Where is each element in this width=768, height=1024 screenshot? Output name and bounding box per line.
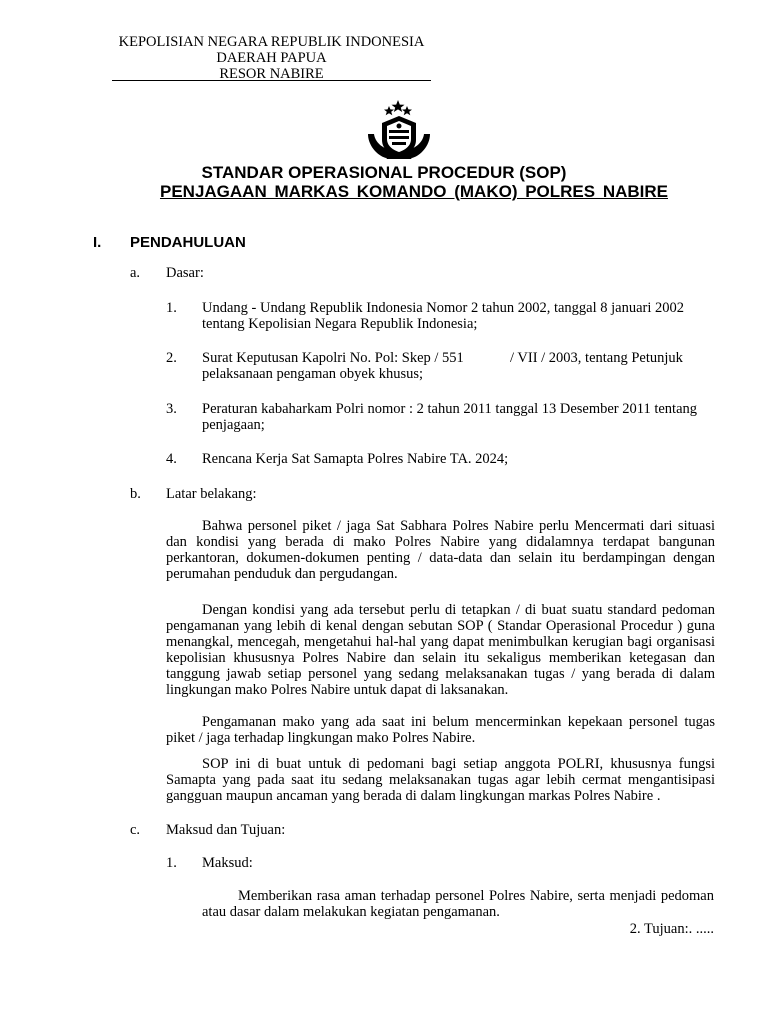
police-emblem-icon [362, 98, 436, 160]
latar-label: Latar belakang: [166, 486, 257, 502]
continuation-note: 2. Tujuan:. ..... [629, 921, 714, 937]
latar-paragraph-1: Bahwa personel piket / jaga Sat Sabhara Polres Nabire perlu Mencermati dari situasi dan kondisi yang berada di mako Polres Nabire yang didalamnya terdapat bangunan perkantoran, dokumen-dokumen penting / data-data dan selain itu berdampingan dengan perumahan penduduk dan pergudangan. [166, 518, 715, 582]
dasar-label: Dasar: [166, 265, 204, 281]
maksud-sub-label: Maksud: [202, 855, 253, 871]
latar-paragraph-2: Dengan kondisi yang ada tersebut perlu di tetapkan / di buat suatu standard pedoman pengamanan yang lebih di kenal dengan sebutan SOP ( Standar Operasional Procedur ) guna menangkal, mencegah, mengetahui hal-hal yang dapat menimbulkan kerugian bagi organisasi kepolisian khususnya Polres Nabire dan selain itu sekaligus memberikan ketegasan dan tanggung jawab setiap personel yang sedang melaksanakan tugas / yang berada di dalam lingkungan mako Polres Nabire untuk dapat di laksanakan. [166, 602, 715, 698]
document-title: STANDAR OPERASIONAL PROCEDUR (SOP) [201, 163, 567, 182]
dasar-item-3-num: 3. [166, 401, 177, 417]
maksud-paragraph: Memberikan rasa aman terhadap personel Polres Nabire, serta menjadi pedoman atau dasar dalam melakukan kegiatan pengamanan. [202, 888, 714, 920]
document-subtitle: PENJAGAAN MARKAS KOMANDO (MAKO) POLRES NABIRE [159, 182, 668, 201]
dasar-item-4-num: 4. [166, 451, 177, 467]
dasar-item-1-text: Undang - Undang Republik Indonesia Nomor 2 tahun 2002, tanggal 8 januari 2002 tentang Kepolisian Negara Republik Indonesia; [202, 300, 685, 332]
header-divider [112, 80, 431, 81]
section-title: PENDAHULUAN [130, 234, 246, 251]
header-line-2: DAERAH PAPUA [216, 50, 327, 66]
header-line-3: RESOR NABIRE [219, 66, 324, 82]
dasar-item-4-text: Rencana Kerja Sat Samapta Polres Nabire TA. 2024; [202, 451, 509, 467]
item-marker-b: b. [130, 486, 141, 502]
latar-paragraph-4: SOP ini di buat untuk di pedomani bagi setiap anggota POLRI, khususnya fungsi Samapta yang pada saat itu sedang melaksanakan tugas agar lebih cermat mengantisipasi gangguan maupun ancaman yang berada di dalam lingkungan markas Polres Nabire . [166, 756, 715, 804]
dasar-item-2-num: 2. [166, 350, 177, 366]
header-block [112, 34, 431, 82]
dasar-item-2-text: Surat Keputusan Kapolri No. Pol: Skep / 551 / VII / 2003, tentang Petunjuk pelaksanaan pengaman obyek khusus; [202, 350, 683, 382]
latar-paragraph-3: Pengamanan mako yang ada saat ini belum mencerminkan kepekaan personel tugas piket / jaga terhadap lingkungan mako Polres Nabire. [166, 714, 715, 746]
dasar-item-1-num: 1. [166, 300, 177, 316]
item-marker-c: c. [130, 822, 141, 838]
header-line-1: KEPOLISIAN NEGARA REPUBLIK INDONESIA [118, 34, 425, 50]
maksud-sub-num: 1. [166, 855, 177, 871]
item-marker-a: a. [130, 265, 141, 281]
maksud-tujuan-label: Maksud dan Tujuan: [166, 822, 286, 838]
dasar-item-3-text: Peraturan kabaharkam Polri nomor : 2 tahun 2011 tanggal 13 Desember 2011 tentang penjagaan; [202, 401, 698, 433]
section-number: I. [93, 234, 102, 251]
